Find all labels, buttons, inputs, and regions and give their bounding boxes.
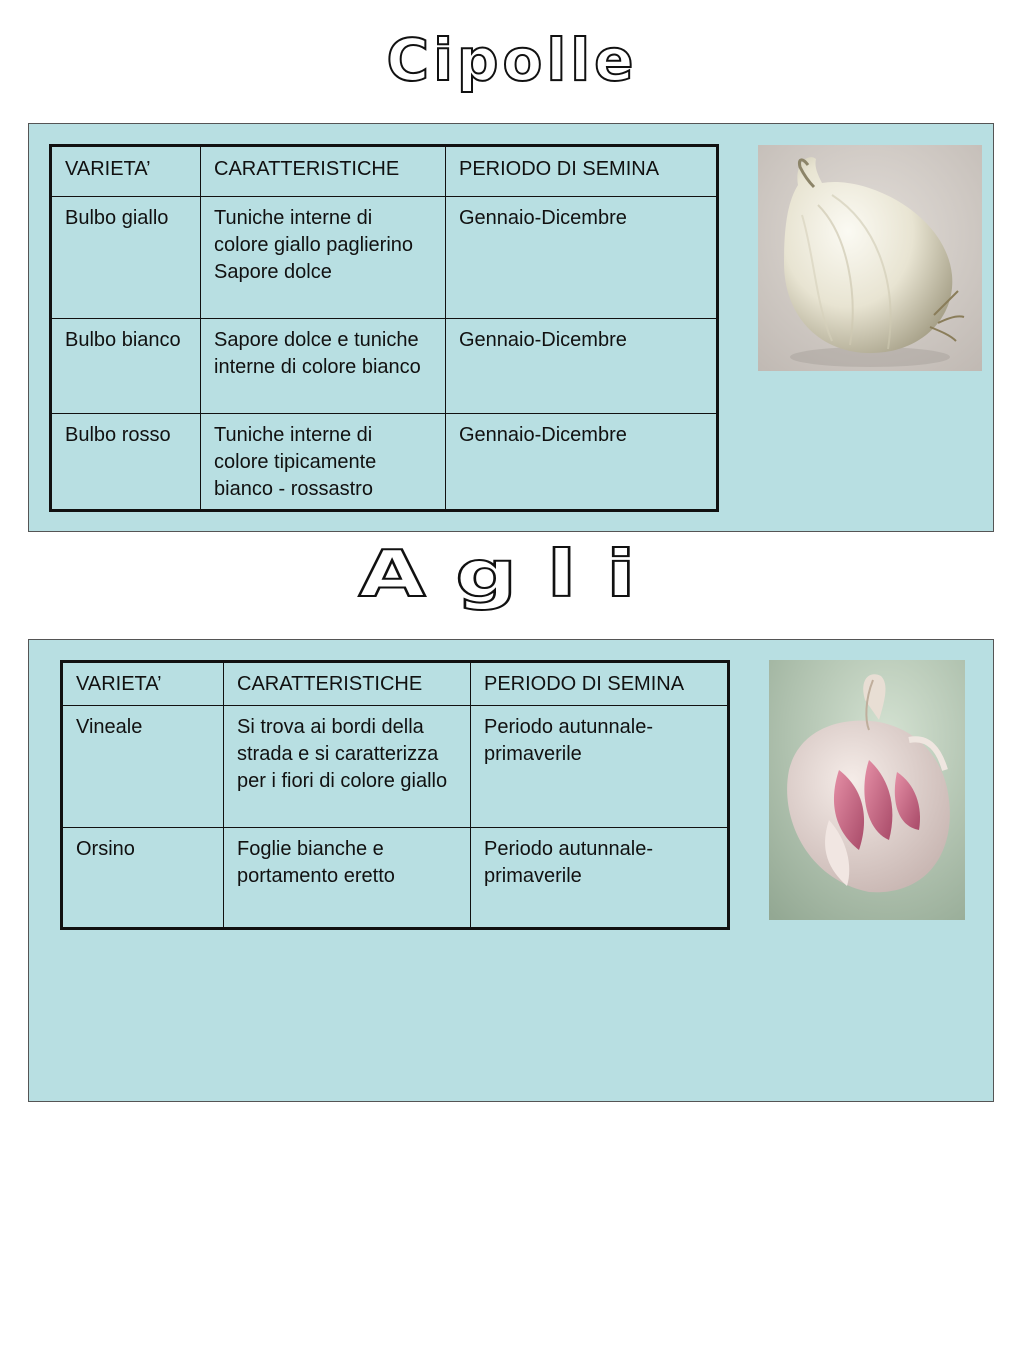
onion-photo <box>758 145 982 371</box>
header-varieta: VARIETA’ <box>62 662 224 706</box>
cell-varieta: Vineale <box>62 706 224 828</box>
header-periodo-di-semina: PERIODO DI SEMINA <box>446 146 718 197</box>
cell-varieta: Bulbo bianco <box>51 319 201 414</box>
cell-varieta: Orsino <box>62 828 224 929</box>
cell-periodo: Periodo autunnale-primaverile <box>471 828 729 929</box>
garlic-illustration <box>769 660 965 920</box>
cipolle-panel <box>28 123 994 532</box>
agli-table <box>60 660 730 930</box>
table-row <box>62 706 729 828</box>
cell-periodo: Periodo autunnale-primaverile <box>471 706 729 828</box>
cell-caratteristiche: Si trova ai bordi della strada e si caratterizza per i fiori di colore giallo <box>224 706 471 828</box>
header-caratteristiche: CARATTERISTICHE <box>201 146 446 197</box>
cell-caratteristiche: Foglie bianche e portamento eretto <box>224 828 471 929</box>
cell-caratteristiche: Tuniche interne di colore tipicamente bianco - rossastro <box>201 414 446 511</box>
cell-varieta: Bulbo giallo <box>51 197 201 319</box>
header-periodo-di-semina: PERIODO DI SEMINA <box>471 662 729 706</box>
agli-panel <box>28 639 994 1102</box>
header-caratteristiche: CARATTERISTICHE <box>224 662 471 706</box>
table-row <box>62 828 729 929</box>
table-row <box>51 197 718 319</box>
table-row <box>51 414 718 511</box>
header-varieta: VARIETA’ <box>51 146 201 197</box>
table-header-row <box>62 662 729 706</box>
cell-periodo: Gennaio-Dicembre <box>446 197 718 319</box>
cipolle-title: Cipolle <box>386 26 638 94</box>
cell-caratteristiche: Tuniche interne di colore giallo paglierino Sapore dolce <box>201 197 446 319</box>
cell-periodo: Gennaio-Dicembre <box>446 414 718 511</box>
garlic-photo <box>769 660 965 920</box>
onion-illustration <box>758 145 982 371</box>
cell-periodo: Gennaio-Dicembre <box>446 319 718 414</box>
agli-title: Agli <box>358 538 666 612</box>
table-header-row <box>51 146 718 197</box>
cell-varieta: Bulbo rosso <box>51 414 201 511</box>
cell-caratteristiche: Sapore dolce e tuniche interne di colore bianco <box>201 319 446 414</box>
table-row <box>51 319 718 414</box>
cipolle-table <box>49 144 719 512</box>
